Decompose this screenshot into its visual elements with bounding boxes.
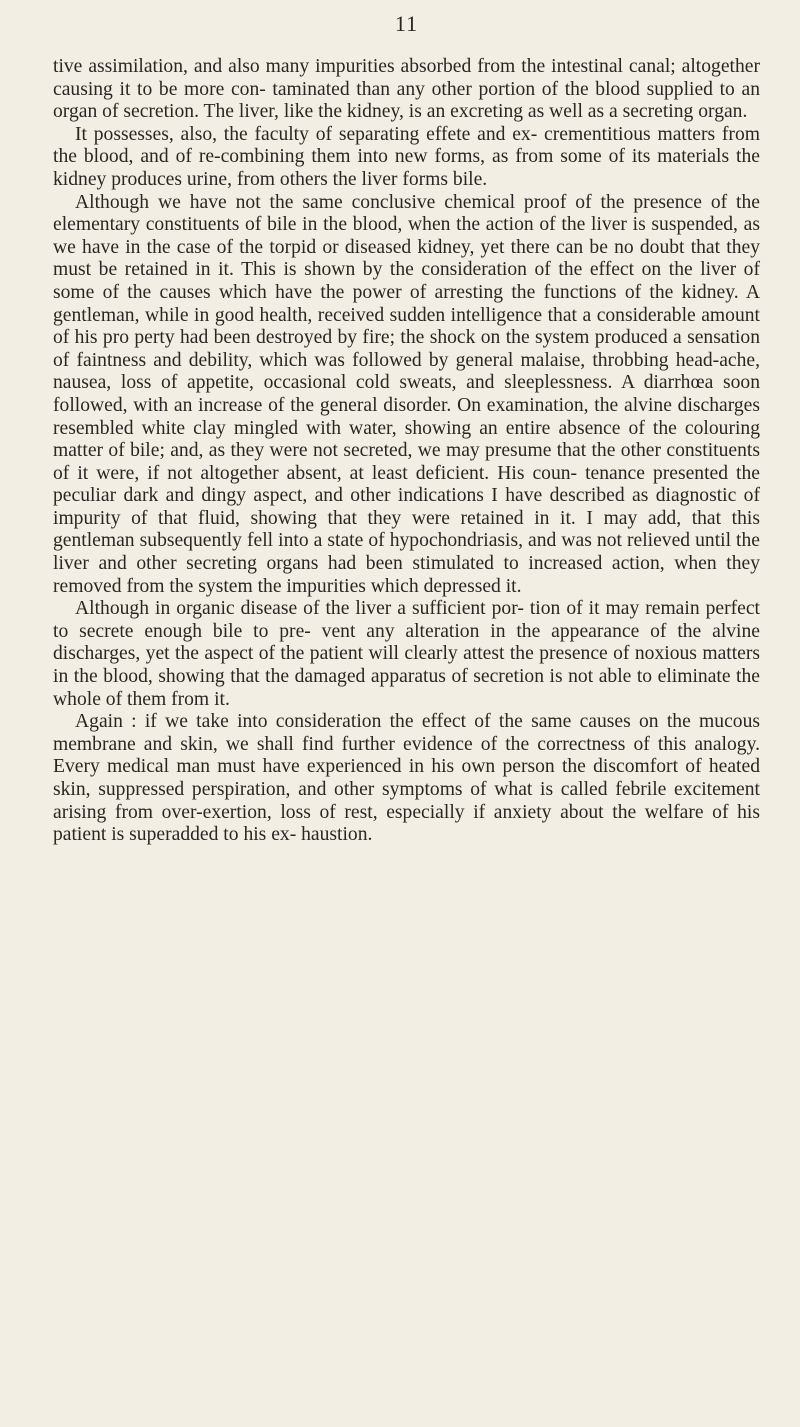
paragraph: tive assimilation, and also many impurities absorbed from the intestinal canal; altogether causing it to be more con- taminated than any other portion of the blood supplied to an organ of secretion. The liver, like the kidney, is an excreting as well as a secreting organ. xyxy=(53,56,760,123)
paragraph: Although in organic disease of the liver a sufficient por- tion of it may remain perfect to secrete enough bile to pre- vent any alteration in the appearance of the alvine discharges, yet the aspect of the patient will clearly attest the presence of noxious matters in the blood, showing that the damaged apparatus of secretion is not able to eliminate the whole of them from it. xyxy=(53,598,760,710)
paragraph: It possesses, also, the faculty of separating effete and ex- crementitious matters from the blood, and of re-combining them into new forms, as from some of its materials the kidney produces urine, from others the liver forms bile. xyxy=(53,123,760,190)
paragraph: Again : if we take into consideration the effect of the same causes on the mucous membrane and skin, we shall find further evidence of the correctness of this analogy. Every medical man must have experienced in his own person the discomfort of heated skin, suppressed perspiration, and other symptoms of what is called febrile excitement arising from over-exertion, loss of rest, especially if anxiety about the welfare of his patient is superadded to his ex- haustion. xyxy=(53,711,760,846)
page-number: 11 xyxy=(394,11,419,36)
body-text xyxy=(53,56,760,847)
paragraph: Although we have not the same conclusive chemical proof of the presence of the elementary constituents of bile in the blood, when the action of the liver is suspended, as we have in the case of the torpid or diseased kidney, yet there can be no doubt that they must be retained in it. This is shown by the consideration of the effect on the liver of some of the causes which have the power of arresting the functions of the kidney. A gentleman, while in good health, received sudden intelligence that a considerable amount of his pro perty had been destroyed by fire; the shock on the system produced a sensation of faintness and debility, which was followed by general malaise, throbbing head-ache, nausea, loss of appetite, occasional cold sweats, and sleeplessness. A diarrhœa soon followed, with an increase of the general disorder. On examination, the alvine discharges resembled white clay mingled with water, showing an entire absence of the colouring matter of bile; and, as they were not secreted, we may presume that the other constituents of it were, if not altogether absent, at least deficient. His coun- tenance presented the peculiar dark and dingy aspect, and other indications I have described as diagnostic of impurity of that fluid, showing that they were retained in it. I may add, that this gentleman subsequently fell into a state of hypochondriasis, and was not relieved until the liver and other secreting organs had been stimulated to increased action, when they removed from the system the impurities which depressed it. xyxy=(53,191,760,597)
